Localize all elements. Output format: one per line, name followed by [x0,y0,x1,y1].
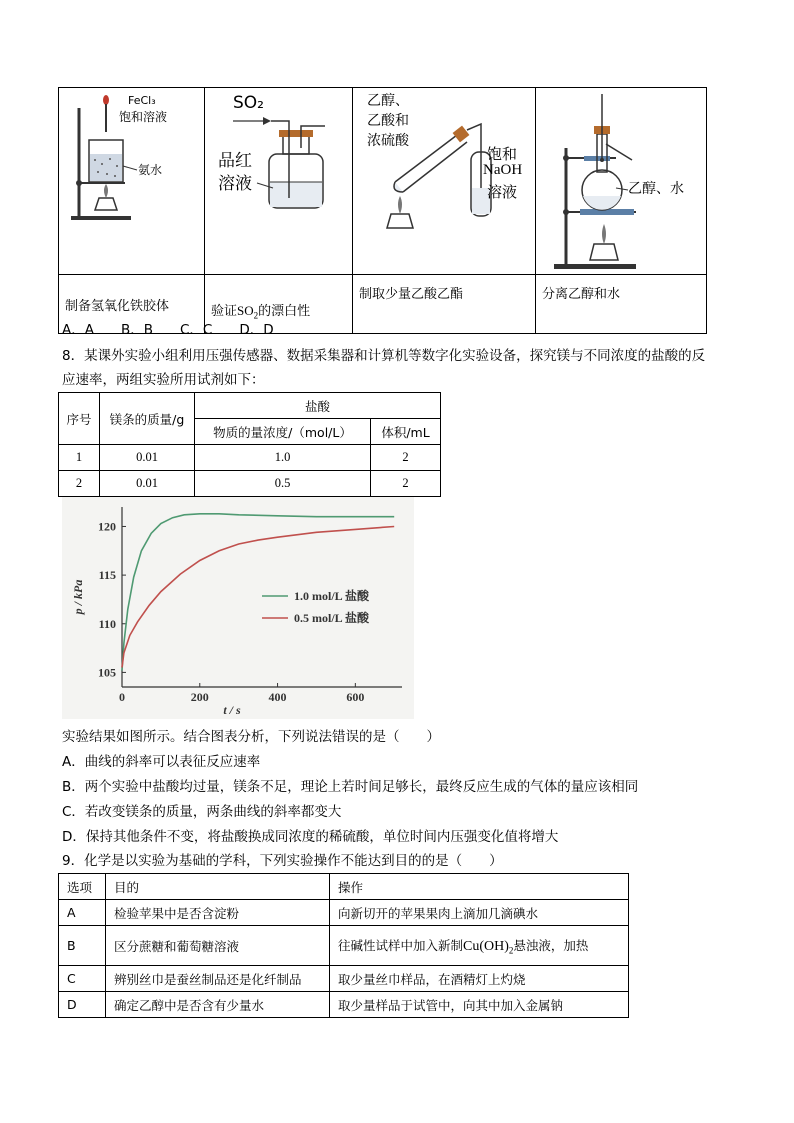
table-row: 1 0.01 1.0 2 [59,445,441,471]
x-tick-label: 400 [268,690,287,704]
header-option: 选项 [59,874,106,900]
label-sulfuric-acid: 浓硫酸 [367,133,409,149]
x-tick-label: 0 [119,690,125,704]
q8-stem-line1: 8．某课外实验小组利用压强传感器、数据采集器和计算机等数字化实验设备，探究镁与不同浓度的盐酸的反 [62,348,706,364]
q7-options: A．A B．B C．C D．D [62,322,274,338]
header-seq: 序号 [59,393,100,445]
caption-c: 制取少量乙酸乙酯 [353,275,536,334]
label-ammonia: 氨水 [138,163,163,177]
x-tick-label: 600 [346,690,365,704]
caption-d: 分离乙醇和水 [536,275,707,334]
table-row: 2 0.01 0.5 2 [59,471,441,497]
reagent-table [58,392,441,497]
label-saturated-solution: 饱和溶液 [119,110,168,124]
label-ethanol-water: 乙醇、水 [628,181,684,197]
label-acetic-acid: 乙酸和 [367,113,409,129]
caption-a: 制备氢氧化铁胶体 [59,275,205,334]
legend-label-1: 1.0 mol/L 盐酸 [294,589,370,603]
caption-b: 验证$SO_2$的漂白性 [205,275,353,334]
q8-result-line: 实验结果如图所示。结合图表分析，下列说法错误的是（ ） [62,729,440,745]
label-magenta: 品红 [218,151,252,171]
q8-option-a: A．曲线的斜率可以表征反应速率 [62,754,261,770]
apparatus-b-cell [205,88,353,275]
header-hcl: 盐酸 [195,393,441,419]
apparatus-table [58,87,707,334]
operations-table [58,873,629,1018]
header-volume: 体积/mL [371,419,441,445]
apparatus-a-cell [59,88,205,275]
header-goal: 目的 [106,874,330,900]
label-saturated: 饱和 [487,147,518,163]
y-axis-label: p / kPa [71,579,85,615]
label-so2: SO₂ [233,93,264,113]
table-row: A 检验苹果中是否含淀粉 向新切开的苹果果肉上滴加几滴碘水 [59,900,629,926]
header-operation: 操作 [330,874,629,900]
q8-option-c: C．若改变镁条的质量，两条曲线的斜率都变大 [62,804,342,820]
operation-cell-b: 往碱性试样中加入新制$Cu(OH)_2$悬浊液，加热 [330,926,629,966]
legend-label-2: 0.5 mol/L 盐酸 [294,611,370,625]
table-row: C 辨别丝巾是蚕丝制品还是化纤制品 取少量丝巾样品，在酒精灯上灼烧 [59,966,629,992]
y-tick-label: 110 [98,616,116,631]
x-tick-label: 200 [190,690,209,704]
apparatus-d-cell [536,88,707,275]
label-fecl3: FeCl₃ [128,94,156,107]
label-magenta-solution: 溶液 [218,174,252,194]
table-row: D 确定乙醇中是否含有少量水 取少量样品于试管中，向其中加入金属钠 [59,992,629,1018]
label-ethanol: 乙醇、 [367,93,409,109]
table-row: B 区分蔗糖和葡萄糖溶液 往碱性试样中加入新制$Cu(OH)_2$悬浊液，加热 [59,926,629,966]
y-tick-label: 120 [98,519,116,534]
q8-option-b: B．两个实验中盐酸均过量，镁条不足，理论上若时间足够长，最终反应生成的气体的量应该相同 [62,779,639,795]
q8-option-d: D．保持其他条件不变，将盐酸换成同浓度的稀硫酸，单位时间内压强变化值将增大 [62,829,559,845]
label-naoh: NaOH [483,162,523,178]
y-tick-label: 115 [98,568,116,583]
header-concentration: 物质的量浓度/（mol/L） [195,419,371,445]
q8-stem-line2: 应速率，两组实验所用试剂如下： [62,372,265,388]
label-naoh-solution: 溶液 [487,185,518,201]
header-mass: 镁条的质量/g [100,393,195,445]
y-tick-label: 105 [98,665,116,680]
q9-stem: 9．化学是以实验为基础的学科，下列实验操作不能达到目的的是（ ） [62,853,503,869]
x-axis-label: t / s [223,703,241,717]
apparatus-c-cell [353,88,536,275]
pressure-time-chart [62,497,414,719]
